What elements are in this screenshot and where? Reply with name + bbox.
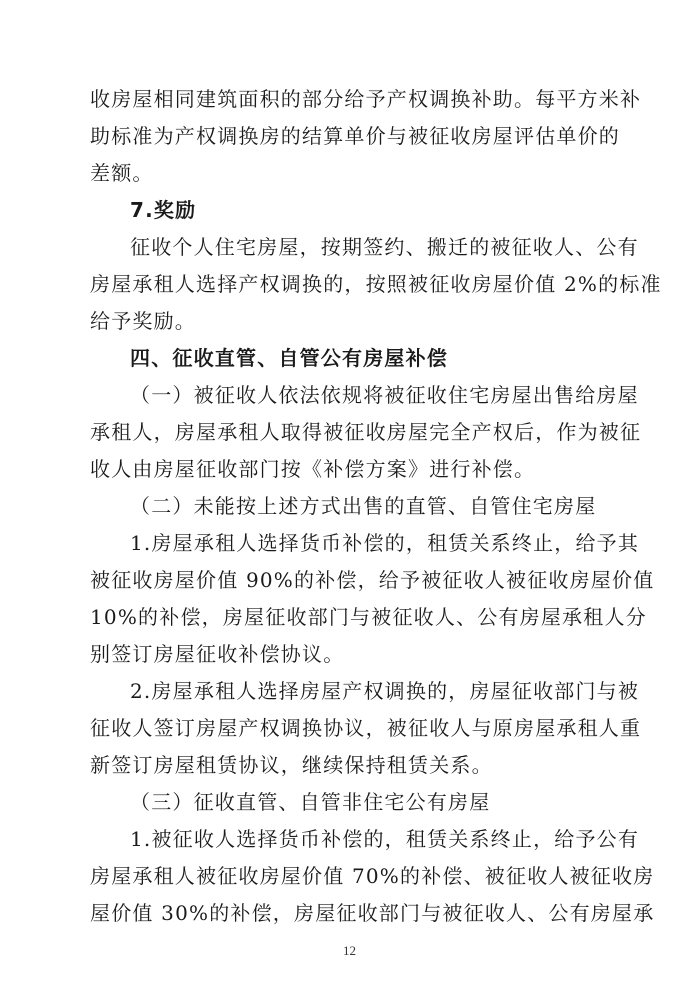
section-heading: 四、征收直管、自管公有房屋补偿 bbox=[130, 346, 448, 370]
body-text-line: 10%的补偿，房屋征收部门与被征收人、公有房屋承租人分 bbox=[90, 605, 647, 629]
section-heading: 7.奖励 bbox=[130, 198, 197, 222]
body-text-line: 征收个人住宅房屋，按期签约、搬迁的被征收人、公有 bbox=[130, 235, 639, 259]
body-text-line: 收房屋相同建筑面积的部分给予产权调换补助。每平方米补 bbox=[90, 87, 642, 111]
subsection-heading: （三）征收直管、自管非住宅公有房屋 bbox=[130, 790, 491, 814]
body-text-line: 收人由房屋征收部门按《补偿方案》进行补偿。 bbox=[90, 457, 536, 481]
body-text-line: 房屋承租人选择产权调换的，按照被征收房屋价值 2%的标准 bbox=[90, 272, 662, 296]
body-text-line: （一）被征收人依法依规将被征收住宅房屋出售给房屋 bbox=[130, 383, 639, 407]
body-text-line: 被征收房屋价值 90%的补偿，给予被征收人被征收房屋价值 bbox=[90, 568, 655, 592]
subsection-heading: （二）未能按上述方式出售的直管、自管住宅房屋 bbox=[130, 494, 597, 518]
body-text-line: 1.房屋承租人选择货币补偿的，租赁关系终止，给予其 bbox=[130, 531, 640, 555]
body-text-line: 1.被征收人选择货币补偿的，租赁关系终止，给予公有 bbox=[130, 827, 640, 851]
body-text-line: 给予奖励。 bbox=[90, 309, 196, 333]
body-text-line: 2.房屋承租人选择房屋产权调换的，房屋征收部门与被 bbox=[130, 679, 640, 703]
body-text-line: 别签订房屋征收补偿协议。 bbox=[90, 642, 345, 666]
body-text-line: 差额。 bbox=[90, 161, 154, 185]
body-text-line: 新签订房屋租赁协议，继续保持租赁关系。 bbox=[90, 753, 493, 777]
body-text-line: 助标准为产权调换房的结算单价与被征收房屋评估单价的 bbox=[90, 124, 620, 148]
body-text-line: 征收人签订房屋产权调换协议，被征收人与原房屋承租人重 bbox=[90, 716, 642, 740]
body-text-line: 屋价值 30%的补偿，房屋征收部门与被征收人、公有房屋承 bbox=[90, 901, 655, 925]
body-text-line: 承租人，房屋承租人取得被征收房屋完全产权后，作为被征 bbox=[90, 420, 642, 444]
body-text-line: 房屋承租人被征收房屋价值 70%的补偿、被征收人被征收房 bbox=[90, 864, 655, 888]
page-number: 12 bbox=[343, 943, 356, 958]
